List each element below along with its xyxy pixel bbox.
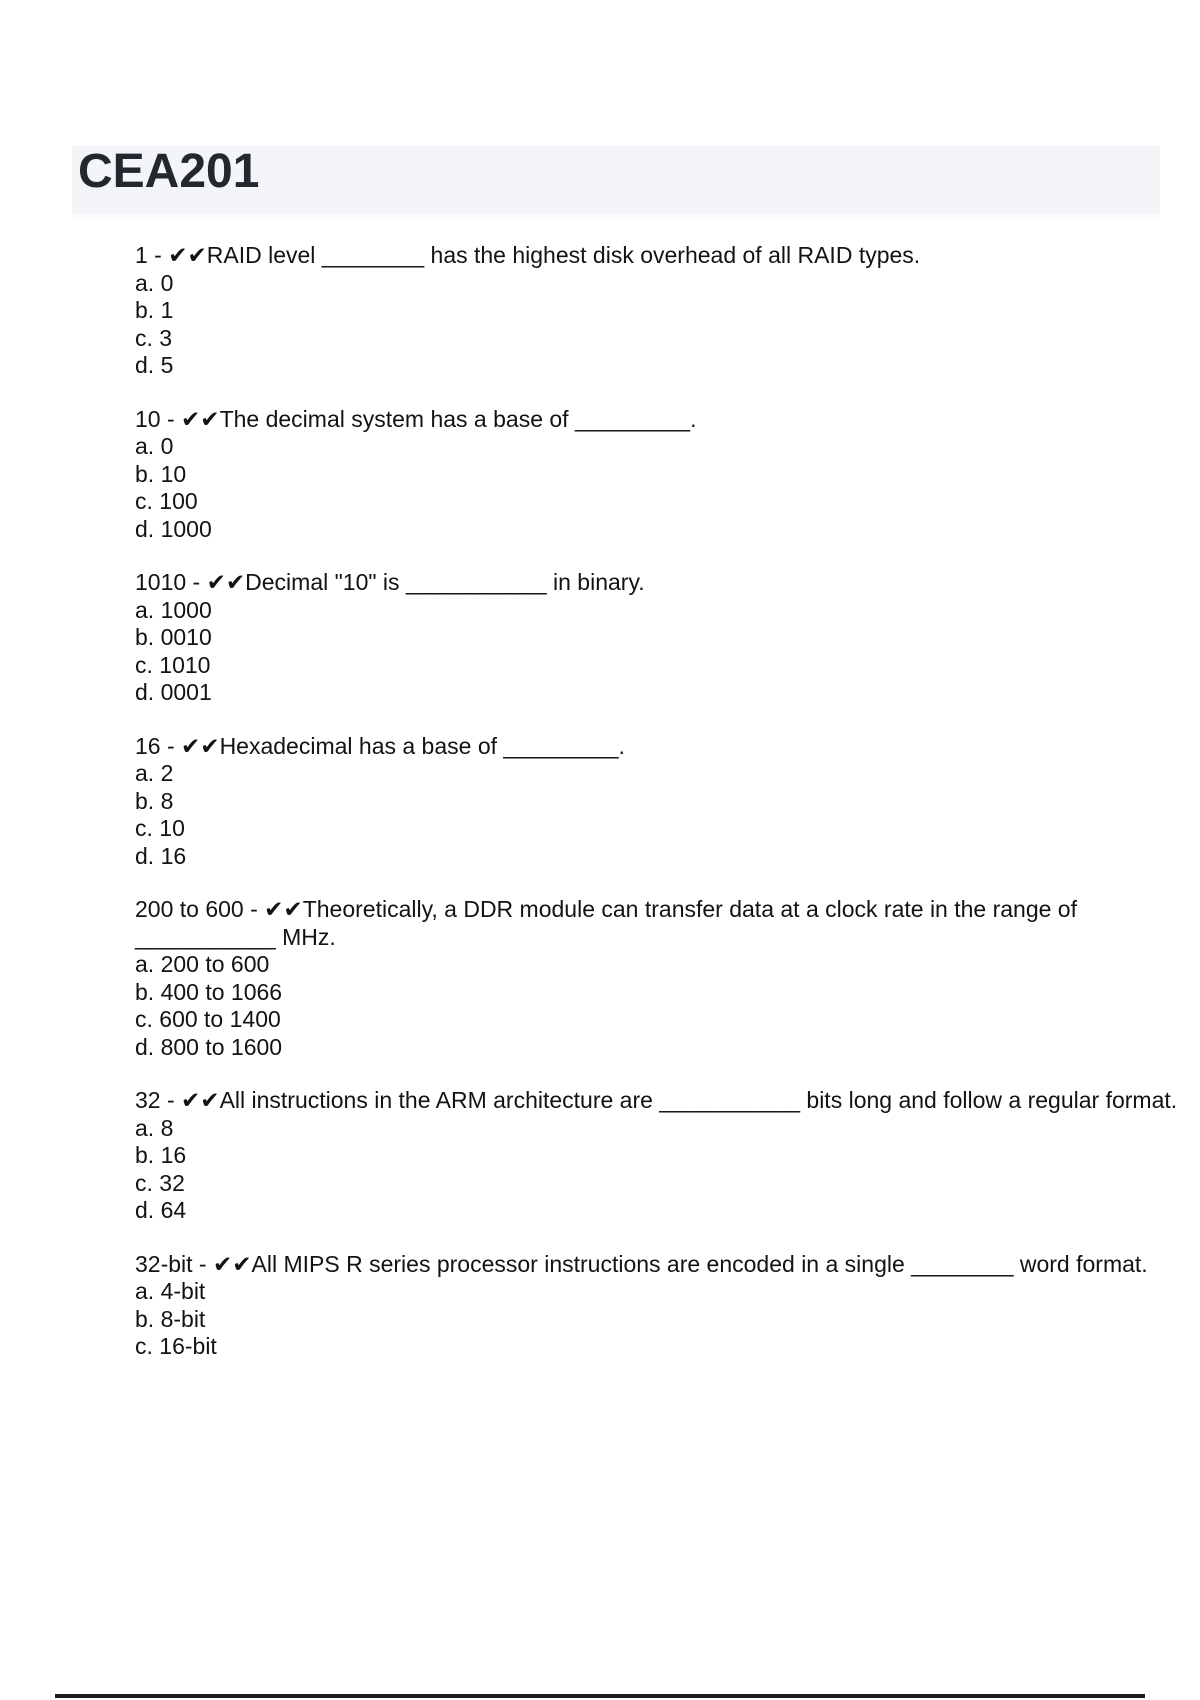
question-stem: 10 - ✔✔The decimal system has a base of _________.	[135, 405, 697, 432]
question-stem: 16 - ✔✔Hexadecimal has a base of _________.	[135, 732, 625, 759]
question-option: c. 3	[135, 324, 173, 351]
question-option: d. 5	[135, 352, 174, 378]
question-block	[135, 896, 1180, 1061]
question-option: a. 1000	[135, 596, 212, 623]
question-block	[135, 1087, 1180, 1225]
question-stem: 32 - ✔✔All instructions in the ARM architecture are ___________ bits long and follow a regular format.	[135, 1087, 1178, 1113]
question-block	[135, 569, 1180, 707]
question-block	[135, 242, 1180, 380]
question-option: d. 800 to 1600	[135, 1033, 283, 1060]
question-option: c. 10	[135, 815, 185, 841]
question-option: d. 1000	[135, 515, 212, 542]
question-option: b. 10	[135, 460, 187, 487]
question-option: b. 16	[135, 1142, 187, 1168]
question-option: d. 16	[135, 842, 187, 869]
question-stem-line2: ___________ MHz.	[135, 923, 336, 950]
question-block	[135, 1251, 1180, 1361]
question-stem: 1010 - ✔✔Decimal "10" is ___________ in binary.	[135, 569, 645, 595]
question-stem: 1 - ✔✔RAID level ________ has the highest disk overhead of all RAID types.	[135, 242, 921, 268]
question-option: c. 32	[135, 1169, 185, 1196]
question-option: b. 400 to 1066	[135, 978, 283, 1005]
bottom-rule	[55, 1694, 1145, 1698]
question-block	[135, 733, 1180, 871]
question-option: b. 8-bit	[135, 1305, 206, 1332]
question-option: b. 0010	[135, 624, 212, 650]
page-title: CEA201	[78, 145, 260, 198]
question-option: a. 4-bit	[135, 1278, 206, 1304]
question-stem: 200 to 600 - ✔✔Theoretically, a DDR module can transfer data at a clock rate in the range of	[135, 896, 1077, 922]
question-list	[135, 242, 1180, 1387]
question-option: b. 1	[135, 297, 174, 323]
question-option: a. 2	[135, 760, 174, 786]
question-option: d. 0001	[135, 679, 212, 705]
question-option: b. 8	[135, 787, 174, 814]
question-option: a. 200 to 600	[135, 951, 270, 977]
question-stem: 32-bit - ✔✔All MIPS R series processor instructions are encoded in a single ________ word format.	[135, 1250, 1148, 1277]
question-option: c. 100	[135, 488, 198, 514]
question-option: c. 1010	[135, 651, 211, 678]
question-block	[135, 406, 1180, 544]
question-option: a. 8	[135, 1114, 174, 1141]
question-option: a. 0	[135, 433, 174, 459]
question-option: c. 600 to 1400	[135, 1006, 281, 1032]
question-option: c. 16-bit	[135, 1333, 217, 1359]
header-bar	[72, 146, 1160, 214]
question-option: a. 0	[135, 269, 174, 296]
question-option: d. 64	[135, 1197, 187, 1223]
